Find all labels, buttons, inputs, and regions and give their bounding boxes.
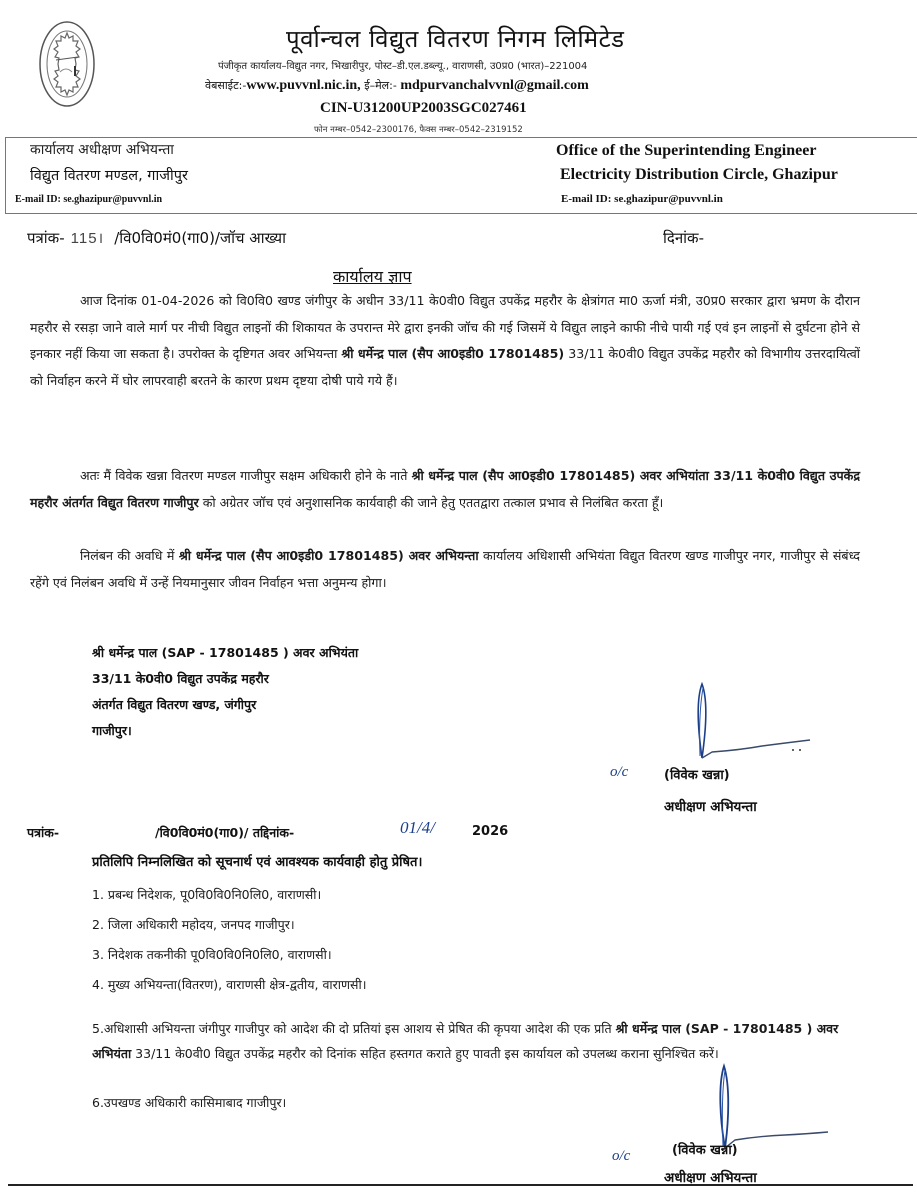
website-label: वेबसाईट:- <box>205 79 247 92</box>
oc-mark-1: o/c <box>610 764 629 780</box>
p2-text-end: को अग्रेतर जॉच एवं अनुशासनिक कार्यवाही की जाने हेतु एततद्वारा तत्काल प्रभाव से निलंबित करता हूँ। <box>198 494 664 510</box>
phone-fax: फोन नम्बर–0542–2300176, फैक्स नम्बर–0542–2319152 <box>314 125 523 135</box>
reference-2-year: 2026 <box>472 824 509 839</box>
copy-to-item-5 <box>92 1016 862 1066</box>
reference-line <box>27 228 286 248</box>
addressee-block <box>92 640 358 744</box>
company-seal-gear-icon <box>38 20 96 108</box>
registered-office-address: पंजीकृत कार्यालय–विद्युत नगर, भिखारीपुर, पोस्ट–डी.एल.डब्ल्यू., वाराणसी, उ0प्र0 (भारत)–221004 <box>218 61 588 72</box>
office-circle-hindi: विद्युत वितरण मण्डल, गाजीपुर <box>30 168 188 184</box>
memo-title: कार्यालय ज्ञाप <box>333 267 412 286</box>
signatory-designation-2: अधीक्षण अभियन्ता <box>664 1170 757 1186</box>
reference-number-handwritten: 115। <box>70 230 105 247</box>
item5-text-end: 33/11 के0वी0 विद्युत उपकेंद्र महरौर को दिनांक सहित हस्तगत कराते हुए पावती इस कार्यायल को उपलब्ध कराना सुनिश्चित करें। <box>131 1046 719 1061</box>
item5-text: 5.अधिशासी अभियन्ता जंगीपुर गाजीपुर को आदेश की दो प्रतियां इस आशय से प्रेषित की कृपया आदेश की एक प्रति <box>92 1021 616 1036</box>
body-paragraph-1 <box>30 288 860 394</box>
signatory-name-1: (विवेक खन्ना) <box>664 768 730 783</box>
date-label: दिनांक- <box>663 229 704 247</box>
website-email-line <box>205 78 589 94</box>
addressee-line-2: 33/11 के0वी0 विद्युत उपकेंद्र महरौर <box>92 671 269 686</box>
addressee-line-4: गाजीपुर। <box>92 723 132 738</box>
p1-text-end: 33/11 के0वी0 विद्युत उपकेंद्र महरौर को विभागीय उत्तरदायित्वों को निर्वाहन करने में घोर लापरवाही बरतने के कारण प्रथम दृष्टया दोषी पाये गये हैं। <box>30 346 860 388</box>
body-paragraph-3 <box>30 543 860 596</box>
email-label: ई–मेल:- <box>364 79 397 92</box>
addressee-line-1: श्री धर्मेन्द्र पाल (SAP - 17801485 ) अवर अभियंता <box>92 645 359 660</box>
office-name-hindi: कार्यालय अधीक्षण अभियन्ता <box>30 142 174 158</box>
header-top-rule <box>5 137 917 138</box>
header-left-rule <box>5 137 6 213</box>
header-bottom-rule <box>5 213 917 214</box>
reference-2-date-handwritten: 01/4/ <box>400 818 435 837</box>
copy-to-item: 3. निदेशक तकनीकी पू0वि0वि0नि0लि0, वाराणसी। <box>92 947 332 962</box>
reference-2-label: पत्रांक- <box>27 825 60 840</box>
p1-text: आज दिनांक 01-04-2026 को वि0वि0 खण्ड जंगीपुर के अधीन 33/11 के0वी0 विद्युत उपकेंद्र महरौर के क्षेत्रांगत मा0 ऊर्जा मंत्री, उ0प्र0 सरकार द्वारा भ्रमण के दौरान महरौर से रसड़ा जाने वाले मार्ग पर नीची विद्युत लाइनों की शिकायत के उपरान्त मेरे द्वारा इनकी जॉच की गई जिसमें ये विद्युत लाइने काफी नीचे पायी गई एवं इन लाइनों से दुर्घटना होने से इनकार नहीं किया जा सकता है। उपरोक्त के दृष्टिगत अवर अभियन्ता <box>30 293 860 361</box>
copy-to-list <box>92 880 366 1000</box>
website-link[interactable]: www.puvvnl.nic.in, <box>246 78 361 93</box>
p3-text: निलंबन की अवधि में <box>80 548 179 563</box>
copy-to-item: 1. प्रबन्ध निदेशक, पू0वि0वि0नि0लि0, वाराणसी। <box>92 887 322 902</box>
body-paragraph-2 <box>30 463 860 516</box>
signatory-name-2: (विवेक खन्ना) <box>672 1143 738 1158</box>
item5-bold-name: श्री धर्मेन्द्र पाल (SAP - 17801485 ) अवर अभियंता <box>92 1021 839 1061</box>
copy-to-item: 4. मुख्य अभियन्ता(वितरण), वाराणसी क्षेत्र-द्वतीय, वाराणसी। <box>92 977 367 992</box>
handwritten-signature-2 <box>700 1060 840 1150</box>
p3-text-end: कार्यालय अधिशासी अभियंता विद्युत वितरण खण्ड गाजीपुर नगर, गाजीपुर से संबंध्द रहेंगे एवं निलंबन अवधि में उन्हें नियमानुसार जीवन निर्वाहन भत्ता अनुमन्य होगा। <box>30 548 860 590</box>
copy-to-heading: प्रतिलिपि निम्नलिखित को सूचनार्थ एवं आवश्यक कार्यवाही होतु प्रेषित। <box>92 855 423 870</box>
reference-suffix: /वि0वि0मं0(गा0)/जॉच आख्या <box>114 229 286 247</box>
p1-bold-name: श्री धर्मेन्द्र पाल (सैप आ0इडी0 17801485) <box>341 346 565 361</box>
handwritten-signature-1 <box>690 680 830 760</box>
reference-2-suffix: /वि0वि0मं0(गा0)/ तद्दिनांक- <box>155 825 295 840</box>
copy-to-item: 2. जिला अधिकारी महोदय, जनपद गाजीपुर। <box>92 917 295 932</box>
oc-mark-2: o/c <box>612 1148 631 1164</box>
office-email-left: E-mail ID: se.ghazipur@puvvnl.in <box>15 194 163 205</box>
p2-text: अतः मैं विवेक खन्ना वितरण मण्डल गाजीपुर सक्षम अधिकारी होने के नाते <box>80 468 412 483</box>
org-name: पूर्वान्चल विद्युत वितरण निगम लिमिटेड <box>286 25 625 53</box>
p3-bold-name: श्री धर्मेन्द्र पाल (सैप आ0इडी0 17801485) अवर अभियन्ता <box>178 548 479 563</box>
office-name-english: Office of the Superintending Engineer <box>556 142 817 159</box>
bottom-rule <box>8 1184 913 1186</box>
addressee-line-3: अंतर्गत विद्युत वितरण खण्ड, जंगीपुर <box>92 697 257 712</box>
copy-to-item-6: 6.उपखण्ड अधिकारी कासिमाबाद गाजीपुर। <box>92 1095 287 1110</box>
office-circle-english: Electricity Distribution Circle, Ghazipur <box>560 166 838 183</box>
email-link[interactable]: mdpurvanchalvvnl@gmail.com <box>400 78 589 93</box>
signatory-designation-1: अधीक्षण अभियन्ता <box>664 799 757 815</box>
office-email-right: E-mail ID: se.ghazipur@puvvnl.in <box>561 193 723 205</box>
p2-bold-name: श्री धर्मेन्द्र पाल (सैप आ0इडी0 17801485) अवर अभियांता 33/11 के0वी0 विद्युत उपकेंद्र महरौर अंतर्गत विद्युत वितरण गाजीपुर <box>30 468 861 510</box>
cin-number: CIN-U31200UP2003SGC027461 <box>320 100 527 116</box>
reference-label: पत्रांक- <box>27 229 65 247</box>
